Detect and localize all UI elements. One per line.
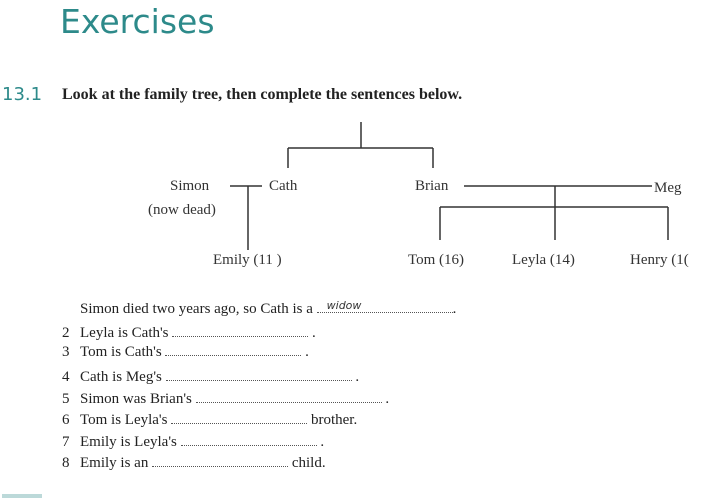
sentence-3 (62, 343, 309, 361)
sentence-6-text: Tom is Leyla's (80, 412, 168, 428)
sentence-2-blank[interactable] (172, 324, 308, 337)
exercise-number: 13.1 (2, 84, 43, 105)
sentence-2 (62, 324, 316, 342)
tree-name-leyla: Leyla (14) (512, 252, 575, 268)
sentence-6 (62, 411, 357, 429)
sentence-7-end: . (320, 434, 325, 450)
sentence-5-end: . (385, 391, 390, 407)
sentence-1 (80, 300, 456, 318)
sentence-3-blank[interactable] (165, 343, 301, 356)
tree-name-tom: Tom (16) (408, 252, 465, 268)
tree-name-brian: Brian (415, 178, 449, 194)
sentence-8 (62, 454, 326, 472)
sentence-7-blank[interactable] (181, 433, 317, 446)
tree-name-henry: Henry (1( (630, 252, 689, 268)
sentence-2-end: . (312, 325, 316, 341)
sentence-7 (62, 433, 324, 451)
sentence-8-number: 8 (62, 455, 70, 471)
sentence-4-blank[interactable] (166, 368, 352, 381)
sentence-1-end: . (452, 301, 457, 317)
tree-name-simon: Simon (170, 178, 210, 194)
sentence-2-number: 2 (62, 325, 70, 341)
page-title: Exercises (60, 2, 215, 41)
sentence-8-blank[interactable] (152, 454, 288, 467)
sentence-1-text: Simon died two years ago, so Cath is a (80, 301, 313, 317)
sentence-4-number: 4 (62, 369, 70, 385)
tree-note-simon: (now dead) (148, 202, 216, 218)
sentence-8-end: child. (291, 455, 326, 471)
sentence-3-end: . (305, 344, 309, 360)
sentence-5-text: Simon was Brian's (80, 391, 192, 407)
sentence-3-number: 3 (62, 344, 70, 360)
sentence-5-blank[interactable] (196, 390, 382, 403)
sentence-4-text: Cath is Meg's (80, 369, 162, 385)
sentence-6-end: brother. (310, 412, 358, 428)
next-exercise-marker (2, 494, 42, 498)
sentence-6-blank[interactable] (171, 411, 307, 424)
exercise-instruction: Look at the family tree, then complete the sentences below. (62, 86, 463, 103)
sentence-6-number: 6 (62, 412, 70, 428)
sentence-3-text: Tom is Cath's (80, 344, 162, 360)
sentence-4-end: . (355, 369, 360, 385)
sentence-5 (62, 390, 389, 408)
sentence-7-text: Emily is Leyla's (80, 434, 177, 450)
sentence-8-text: Emily is an (80, 455, 149, 471)
tree-name-meg: Meg (654, 180, 682, 196)
sentence-7-number: 7 (62, 434, 70, 450)
sentence-2-text: Leyla is Cath's (80, 325, 169, 341)
sentence-1-answer: widow (326, 299, 362, 312)
tree-name-cath: Cath (269, 178, 298, 194)
sentence-1-blank[interactable] (317, 300, 453, 313)
sentence-5-number: 5 (62, 391, 70, 407)
tree-name-emily: Emily (11 ) (213, 252, 282, 268)
sentence-4 (62, 368, 359, 386)
